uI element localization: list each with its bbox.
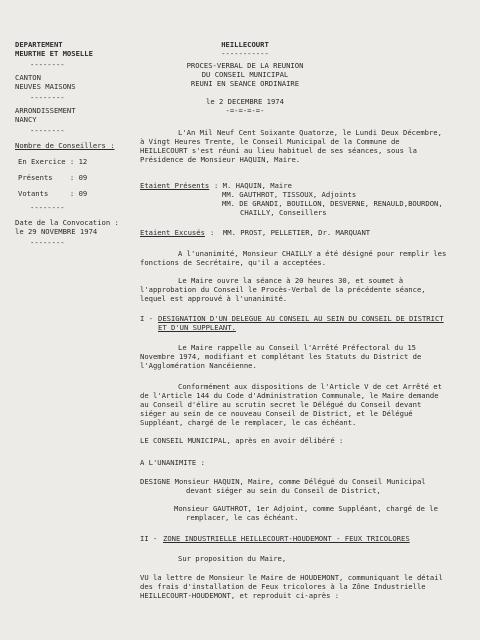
councillors-heading: Nombre de Conseillers : <box>15 141 115 150</box>
canton-label: CANTON <box>15 73 41 82</box>
intro-paragraph: L'An Mil Neuf Cent Soixante Quatorze, le Lundi Deux Décembre, à Vingt Heures Trente, le Conseil Municipal de la Commune de HEILLECOURT s'est réuni au lieu habituel de ses séances, sous la Présidence de Monsieur HAQUIN, Maire. <box>140 128 442 164</box>
councillors-voting: Votants : 09 <box>18 189 88 198</box>
section-title: DESIGNATION D'UN DELEGUE AU CONSEIL AU SEIN DU CONSEIL DE DISTRICT <box>158 314 444 323</box>
designation-line: devant siéger au sein du Conseil de District, <box>186 486 381 495</box>
canton-name: NEUVES MAISONS <box>15 82 76 91</box>
presents-label: Etaient Présents <box>140 181 210 190</box>
convocation-label: Date de la Convocation : <box>15 218 119 227</box>
designation-line: remplacer, le cas échéant. <box>186 513 299 522</box>
section-paragraph: VU la lettre de Monsieur le Maire de HOUDEMONT, communiquant le détail des frais d'installation de Feux tricolores à la Zône Industrielle HEILLECOURT-HOUDEMONT, et reproduit ci-après : <box>140 573 443 600</box>
designation-line: DESIGNE Monsieur HAQUIN, Maire, comme Délégué du Conseil Municipal <box>140 477 426 486</box>
separator: -=-=-=-=- <box>225 106 265 115</box>
separator: -------- <box>30 203 65 212</box>
commune-title: HEILLECOURT <box>221 40 269 49</box>
separator: -------- <box>30 238 65 247</box>
minutes-title: PROCES-VERBAL DE LA REUNION <box>186 61 304 70</box>
section-number: I - <box>140 314 158 323</box>
arrondissement-name: NANCY <box>15 115 37 124</box>
department-name: MEURTHE ET MOSELLE <box>15 49 93 58</box>
secretary-paragraph: A l'unanimité, Monsieur CHAILLY a été désigné pour remplir les fonctions de Secrétaire, qu'il a acceptées. <box>140 249 447 267</box>
excuses-line: : MM. PROST, PELLETIER, Dr. MARQUANT <box>210 228 371 237</box>
separator: -------- <box>30 60 65 69</box>
section-paragraph: Sur proposition du Maire, <box>178 554 287 563</box>
council-resolution: LE CONSEIL MUNICIPAL, après en avoir délibéré : <box>140 436 344 445</box>
section-title: ET D'UN SUPPLEANT. <box>158 323 236 332</box>
separator: -------- <box>30 93 65 102</box>
section-paragraph: Le Maire rappelle au Conseil l'Arrêté Préfectoral du 15 Novembre 1974, modifiant et complétant les Statuts du District de l'Agglomération Nancéienne. <box>140 343 422 370</box>
meeting-date: le 2 DECEMBRE 1974 <box>206 97 284 106</box>
presents-line: : M. HAQUIN, Maire <box>214 181 292 190</box>
councillors-present: Présents : 09 <box>18 173 88 182</box>
separator: -------- <box>30 126 65 135</box>
presents-line: MM. DE GRANDI, BOUILLON, DESVERNE, RENAULD,BOURDON, <box>222 199 443 208</box>
convocation-date: le 29 NOVEMBRE 1974 <box>15 227 98 236</box>
presents-line: MM. GAUTHROT, TISSOUX, Adjoints <box>222 190 357 199</box>
councillors-in-office: En Exercice : 12 <box>18 157 88 166</box>
minutes-subtitle: DU CONSEIL MUNICIPAL <box>201 70 289 79</box>
arrondissement-label: ARRONDISSEMENT <box>15 106 76 115</box>
presents-line: CHAILLY, Conseillers <box>240 208 327 217</box>
section-title: ZONE INDUSTRIELLE HEILLECOURT-HOUDEMONT - FEUX TRICOLORES <box>163 534 410 543</box>
department-label: DEPARTEMENT <box>15 40 63 49</box>
section-paragraph: Conformément aux dispositions de l'Article V de cet Arrêté et de l'Article 144 du Code d'Administration Communale, le Maire demande au Conseil d'élire au scrutin secret le Délégué du Conseil devant siéger au sein de ce nouveau Conseil de District, et le Délégué Suppléant, chargé de le remplacer, le cas échéant. <box>140 382 442 427</box>
opening-paragraph: Le Maire ouvre la séance à 20 heures 30, et soumet à l'approbation du Conseil le Procès-Verbal de la précédente séance, lequel est approuvé à l'unanimité. <box>140 276 426 303</box>
excuses-label: Etaient Excusés <box>140 228 205 237</box>
section-number: II - <box>140 534 162 543</box>
separator: ----------- <box>221 49 269 58</box>
session-type: REUNI EN SEANCE ORDINAIRE <box>190 79 300 88</box>
unanimity-label: A L'UNANIMITE : <box>140 458 205 467</box>
designation-line: Monsieur GAUTHROT, 1er Adjoint, comme Suppléant, chargé de le <box>174 504 438 513</box>
